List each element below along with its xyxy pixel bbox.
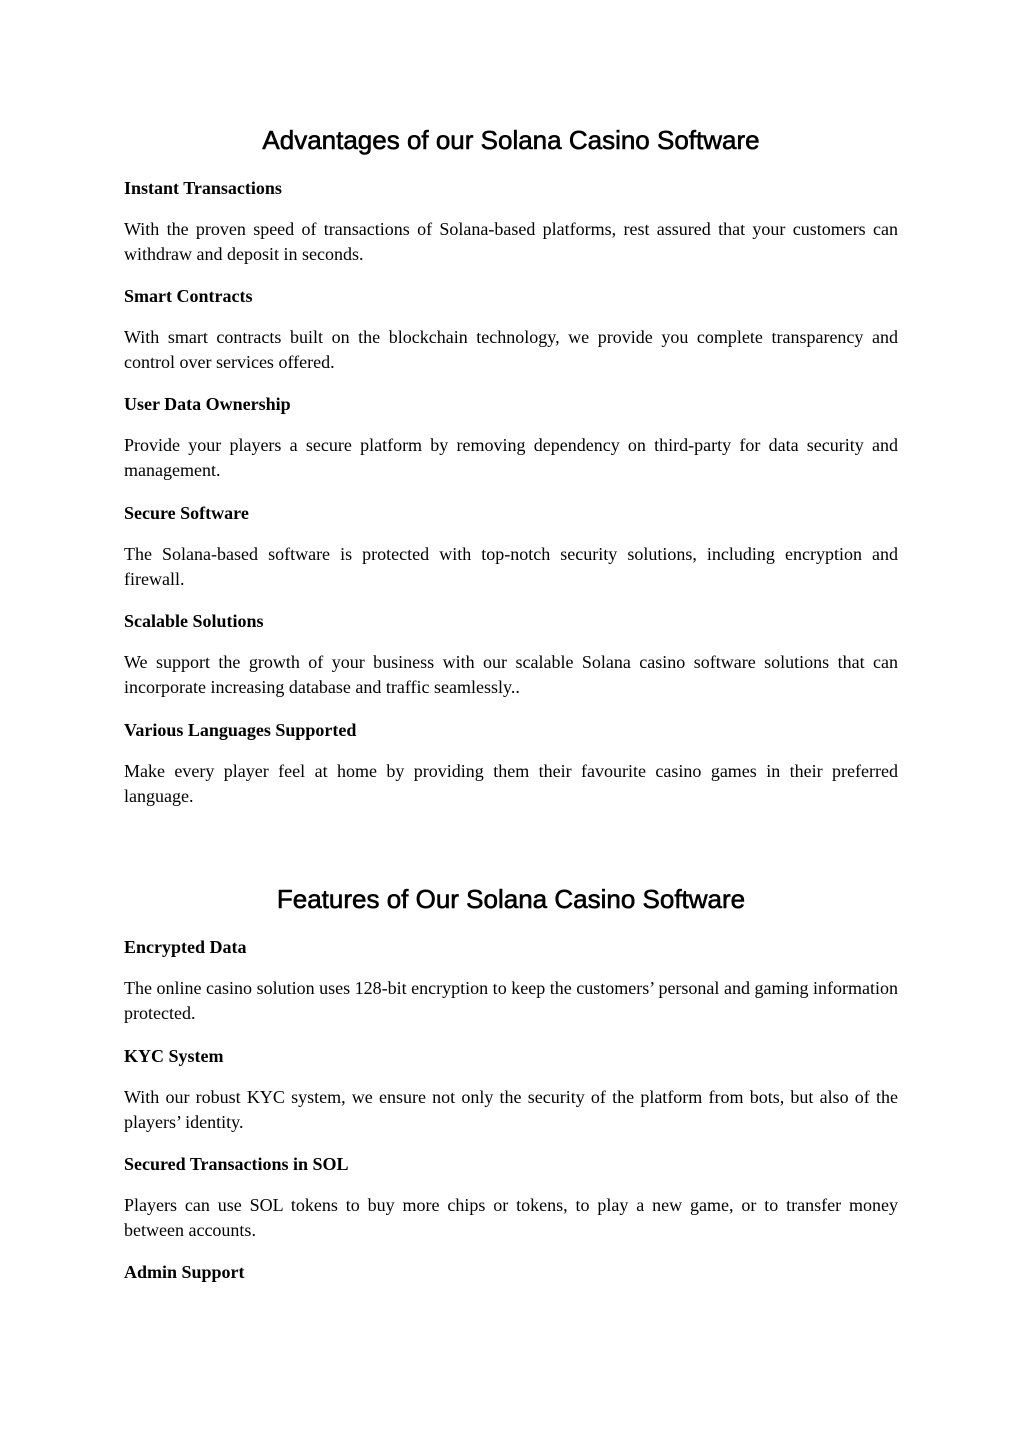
- item-heading-admin-support: Admin Support: [124, 1262, 245, 1282]
- item-heading-user-data-ownership: User Data Ownership: [124, 394, 291, 414]
- item-text-encrypted-data: The online casino solution uses 128-bit encryption to keep the customers’ personal and gaming information protected.: [124, 978, 898, 1023]
- item-heading-encrypted-data: Encrypted Data: [124, 937, 247, 957]
- item-heading-secure-software: Secure Software: [124, 503, 249, 523]
- item-heading-various-languages: Various Languages Supported: [124, 720, 357, 740]
- item-heading-secured-transactions-sol: Secured Transactions in SOL: [124, 1154, 349, 1174]
- item-text-user-data-ownership: Provide your players a secure platform by removing dependency on third-party for data security and management.: [124, 435, 898, 480]
- item-heading-scalable-solutions: Scalable Solutions: [124, 611, 264, 631]
- section-title-advantages: Advantages of our Solana Casino Software: [262, 125, 760, 155]
- item-heading-smart-contracts: Smart Contracts: [124, 286, 253, 306]
- item-text-instant-transactions: With the proven speed of transactions of Solana-based platforms, rest assured that your customers can withdraw and deposit in seconds.: [124, 219, 898, 264]
- item-text-secure-software: The Solana-based software is protected with top-notch security solutions, including encryption and firewall.: [124, 544, 898, 589]
- section-title-features: Features of Our Solana Casino Software: [276, 884, 746, 914]
- item-text-scalable-solutions: We support the growth of your business with our scalable Solana casino software solutions that can incorporate increasing database and traffic seamlessly..: [124, 652, 898, 697]
- item-heading-instant-transactions: Instant Transactions: [124, 178, 282, 198]
- item-heading-kyc-system: KYC System: [124, 1046, 224, 1066]
- item-text-various-languages: Make every player feel at home by providing them their favourite casino games in their preferred language.: [124, 761, 898, 806]
- item-text-smart-contracts: With smart contracts built on the blockchain technology, we provide you complete transparency and control over services offered.: [124, 327, 898, 372]
- item-text-secured-transactions-sol: Players can use SOL tokens to buy more chips or tokens, to play a new game, or to transfer money between accounts.: [124, 1195, 898, 1240]
- item-text-kyc-system: With our robust KYC system, we ensure not only the security of the platform from bots, but also of the players’ identity.: [124, 1087, 898, 1132]
